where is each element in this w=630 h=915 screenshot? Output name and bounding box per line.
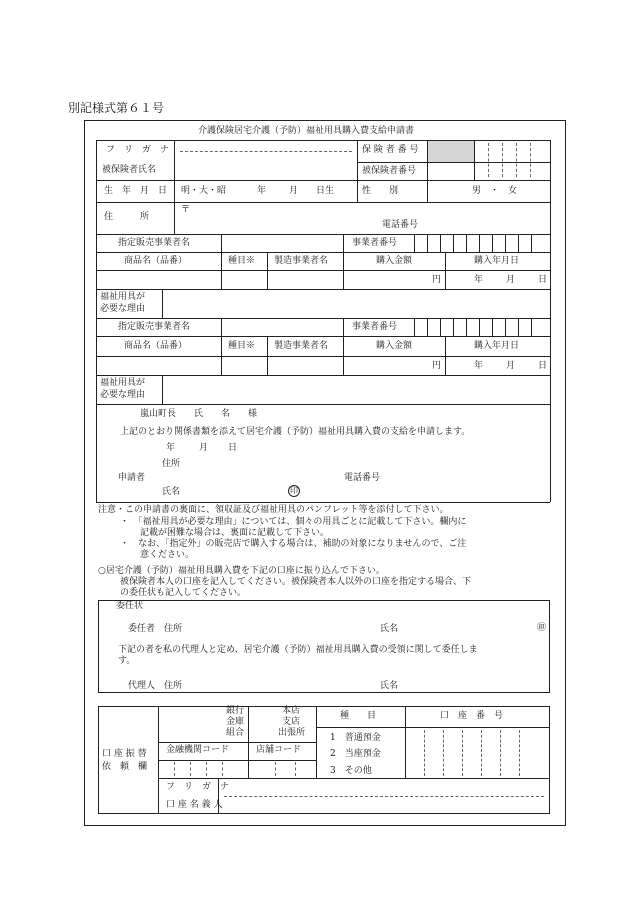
account-type-2: 3 その他	[330, 766, 372, 776]
decl-address-label: 住所	[162, 459, 181, 469]
note-3b: 意ください。	[140, 550, 195, 560]
proxy-statement-2: す。	[118, 656, 136, 666]
form-title: 介護保険居宅介護（予防）福祉用具購入費支給申請書	[198, 126, 415, 136]
bank-type-1: 金庫	[226, 717, 245, 727]
date-label-2: 購入年月日	[474, 341, 520, 351]
bank-section-label-2: 依 頼 欄	[102, 762, 148, 772]
maker-label-1: 製造事業者名	[274, 256, 329, 266]
dob-era: 明・大・昭	[181, 186, 227, 196]
product-label-2: 商品名（品番）	[124, 341, 188, 351]
delegator-label: 委任者 住所	[128, 624, 183, 634]
dob-month: 月	[289, 186, 299, 196]
delegator-name-label: 氏名	[380, 624, 399, 634]
month-1: 月	[506, 275, 516, 285]
day-1: 日	[538, 275, 548, 285]
note-1: 注意・この申請書の裏面に、領収証及び福祉用具のパンフレット等を添付して下さい。	[98, 505, 449, 515]
account-type-0: 1 普通預金	[330, 733, 381, 743]
bank-type-2: 組合	[226, 728, 245, 738]
amount-label-2: 購入金額	[376, 341, 413, 351]
vendor-number-label-2: 事業者番号	[352, 322, 398, 332]
account-number-label: 口 座 番 号	[440, 711, 504, 721]
institution-code-label: 金融機関コード	[166, 745, 230, 755]
agent-label: 代理人 住所	[128, 681, 183, 691]
account-type-label: 種 目	[340, 711, 377, 721]
account-holder-label: 口 座 名 義 人	[166, 800, 223, 810]
note-3a: ・ なお、「指定外」の販売店で購入する場合は、補助の対象になりませんので、ご注	[120, 539, 467, 549]
declaration-statement: 上記のとおり関係書類を添えて居宅介護（予防）福祉用具購入費の支給を申請します。	[120, 427, 471, 437]
transfer-note-2: 被保険者本人の口座を記入してください。被保険者本人以外の口座を指定する場合、下	[120, 577, 472, 587]
decl-day: 日	[228, 443, 238, 453]
address-label: 住 所	[104, 212, 150, 222]
year-2: 年	[474, 361, 484, 371]
furigana-label: フ リ ガ ナ	[106, 145, 170, 155]
reason-label-1a: 福祉用具が	[100, 292, 146, 302]
date-label-1: 購入年月日	[474, 256, 520, 266]
proxy-title: 委任状	[116, 601, 144, 611]
branch-type-1: 支店	[282, 717, 301, 727]
reason-label-2b: 必要な理由	[100, 390, 146, 400]
yen-1: 円	[432, 275, 442, 285]
product-label-1: 商品名（品番）	[124, 256, 188, 266]
day-2: 日	[538, 361, 548, 371]
month-2: 月	[506, 361, 516, 371]
decl-phone-label: 電話番号	[344, 473, 381, 483]
proxy-seal: ㊞	[537, 623, 547, 633]
account-type-1: 2 当座預金	[330, 749, 381, 759]
branch-code-label: 店舗コード	[256, 745, 302, 755]
bank-furigana-label: フ リ ガ ナ	[166, 782, 230, 792]
vendor-label-2: 指定販売事業者名	[118, 322, 191, 332]
branch-type-2: 出張所	[278, 728, 306, 738]
phone-label: 電話番号	[382, 220, 419, 230]
addressee: 嵐山町長 氏 名 様	[140, 409, 258, 419]
seal-circle	[288, 485, 300, 497]
transfer-note-1: ○居宅介護（予防）福祉用具購入費を下記の口座に振り込んで下さい。	[98, 566, 385, 576]
proxy-statement-1: 下記の者を私の代理人と定め、居宅介護（予防）福祉用具購入費の受領に関して委任しま	[118, 645, 478, 655]
maker-label-2: 製造事業者名	[274, 341, 329, 351]
bank-type-0: 銀行	[226, 706, 245, 716]
decl-name-label: 氏名	[162, 487, 181, 497]
form-number: 別記様式第６１号	[68, 101, 165, 115]
vendor-number-label-1: 事業者番号	[352, 238, 398, 248]
sex-options: 男 ・ 女	[472, 186, 518, 196]
agent-name-label: 氏名	[380, 681, 399, 691]
dob-day: 日生	[316, 186, 335, 196]
type-label-1: 種目※	[228, 256, 256, 266]
note-2b: 記載が困難な場合は、裏面に記載して下さい。	[140, 528, 330, 538]
reason-label-1b: 必要な理由	[100, 304, 146, 314]
branch-type-0: 本店	[282, 706, 301, 716]
reason-label-2a: 福祉用具が	[100, 378, 146, 388]
postal-mark: 〒	[181, 205, 191, 215]
type-label-2: 種目※	[228, 341, 256, 351]
year-1: 年	[474, 275, 484, 285]
vendor-label-1: 指定販売事業者名	[118, 238, 191, 248]
applicant-label: 申請者	[118, 473, 146, 483]
decl-year: 年	[166, 443, 176, 453]
dob-label: 生 年 月 日	[104, 186, 168, 196]
decl-month: 月	[199, 443, 209, 453]
dob-year: 年	[257, 186, 267, 196]
insured-name-label: 被保険者氏名	[102, 165, 157, 175]
insured-person-number-label: 被保険者番号	[362, 166, 417, 176]
transfer-note-3: の委任状も記入してください。	[120, 588, 247, 598]
amount-label-1: 購入金額	[376, 256, 413, 266]
yen-2: 円	[432, 361, 442, 371]
bank-section-label-1: 口 座 振 替	[102, 749, 147, 759]
note-2a: ・ 「福祉用具が必要な理由」については、個々の用具ごとに記載して下さい。欄内に	[120, 517, 467, 527]
sex-label: 性 別	[362, 186, 399, 196]
seal-mark: 印	[290, 486, 298, 495]
insurer-number-label: 保 険 者 番 号	[362, 145, 419, 155]
